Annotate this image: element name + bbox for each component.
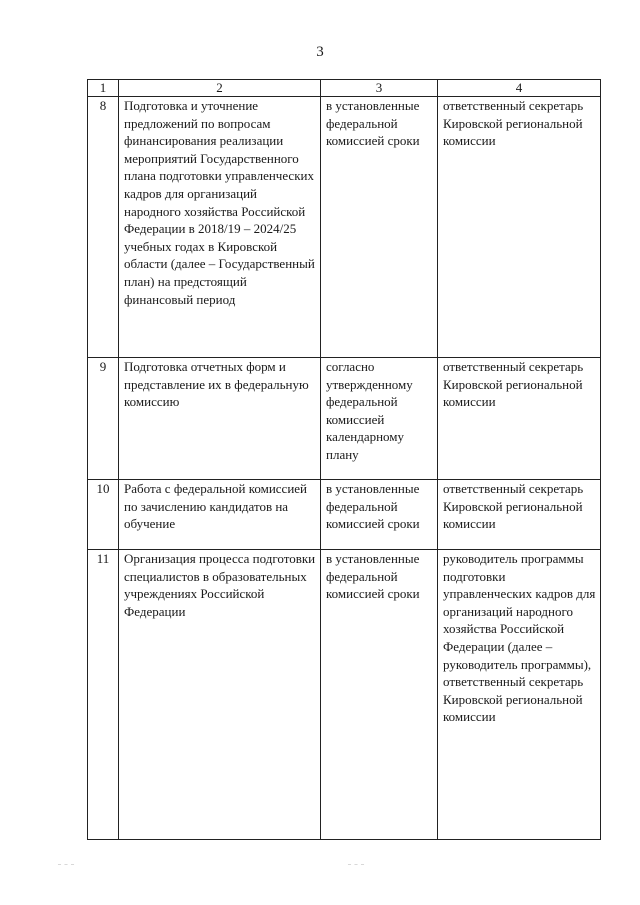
table-row: [88, 550, 601, 840]
plan-table: [87, 79, 601, 840]
table-row: [88, 480, 601, 550]
responsible-text: ответственный секретарь Кировской региональной комиссии: [443, 98, 584, 149]
header-cell-1: 1: [88, 80, 119, 97]
responsible-cell: [438, 358, 601, 480]
term-cell: [321, 480, 438, 550]
term-cell: [321, 550, 438, 840]
page-number: 3: [316, 44, 324, 60]
scan-mark-center: – – –: [348, 862, 365, 868]
table-row: [88, 97, 601, 358]
term-cell: [321, 358, 438, 480]
table-header-row: [88, 80, 601, 97]
term-cell: [321, 97, 438, 358]
row-number: 11: [88, 550, 119, 840]
responsible-text: ответственный секретарь Кировской региональной комиссии: [443, 359, 584, 410]
task-text: Подготовка отчетных форм и представление их в федеральную комиссию: [124, 359, 309, 410]
task-cell: [119, 550, 321, 840]
header-cell-4: 4: [438, 80, 601, 97]
row-number: 8: [88, 97, 119, 358]
responsible-text: руководитель программы подготовки управленческих кадров для организаций народного хозяйства Российской Федерации (далее – руководитель программы), ответственный секретарь Кировской региональной комиссии: [443, 551, 596, 725]
task-text: Работа с федеральной комиссией по зачислению кандидатов на обучение: [124, 481, 308, 532]
header-cell-3: 3: [321, 80, 438, 97]
scan-artifacts: [0, 862, 640, 872]
task-text: Подготовка и уточнение предложений по вопросам финансирования реализации мероприятий Государственного плана подготовки управленческих кадров для организаций народного хозяйства Российской Федерации в 2018/19 – 2024/25 учебных годах в Кировской области (далее – Государственный план) на предстоящий финансовый период: [124, 98, 315, 307]
task-cell: [119, 97, 321, 358]
term-text: согласно утвержденному федеральной комиссией календарному плану: [326, 359, 413, 462]
responsible-cell: [438, 97, 601, 358]
term-text: в установленные федеральной комиссией сроки: [326, 481, 420, 532]
header-cell-2: 2: [119, 80, 321, 97]
responsible-text: ответственный секретарь Кировской региональной комиссии: [443, 481, 584, 532]
table-row: [88, 358, 601, 480]
task-text: Организация процесса подготовки специалистов в образовательных учреждениях Российской Федерации: [124, 551, 316, 619]
row-number: 9: [88, 358, 119, 480]
term-text: в установленные федеральной комиссией сроки: [326, 98, 420, 149]
term-text: в установленные федеральной комиссией сроки: [326, 551, 420, 602]
scan-mark-left: – – –: [58, 862, 75, 868]
task-cell: [119, 480, 321, 550]
task-cell: [119, 358, 321, 480]
responsible-cell: [438, 550, 601, 840]
row-number: 10: [88, 480, 119, 550]
responsible-cell: [438, 480, 601, 550]
